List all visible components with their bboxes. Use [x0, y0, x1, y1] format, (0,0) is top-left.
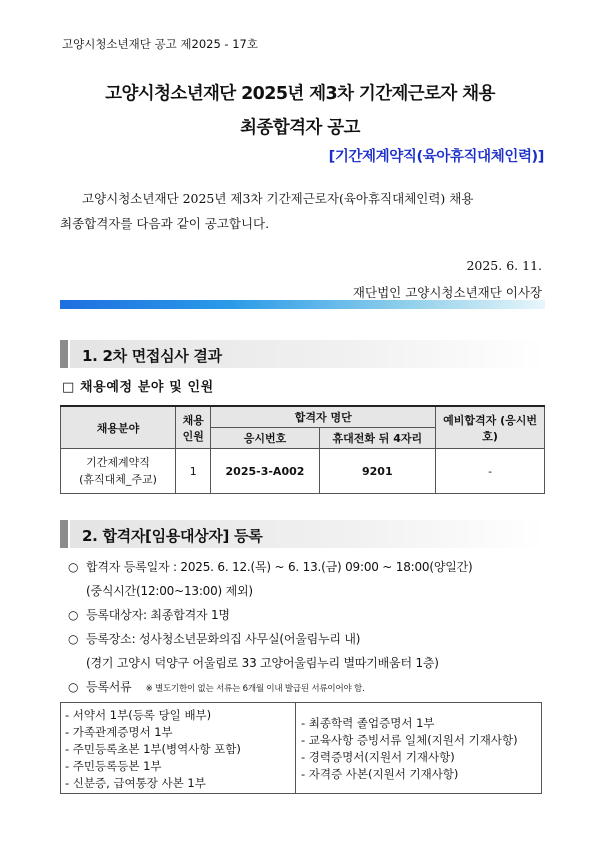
header-reserve: 예비합격자 (응시번호): [436, 406, 545, 449]
divider-bar: [60, 300, 545, 309]
reg-target-text: 등록대상자: 최종합격자 1명: [86, 608, 230, 622]
table-row: [61, 449, 545, 494]
list-item: - 가족관계증명서 1부: [65, 725, 173, 739]
list-item: - 자격증 사본(지원서 기재사항): [301, 767, 459, 781]
reg-docs-text: 등록서류: [86, 680, 132, 694]
header-count: 채용 인원: [176, 406, 211, 449]
list-item: [68, 558, 473, 575]
reg-address-text: (경기 고양시 덕양구 어울림로 33 고양어울림누리 별따기배움터 1층): [86, 656, 439, 670]
notice-number: 고양시청소년재단 공고 제2025 - 17호: [62, 37, 258, 51]
section1-header: [60, 340, 545, 368]
section2-marker: [60, 520, 68, 548]
reg-place-text: 등록장소: 성사청소년문화의집 사무실(어울림누리 내): [86, 632, 361, 646]
cell-field-line1: 기간제계약직: [86, 456, 150, 469]
lunch-time-text: (중식시간(12:00~13:00) 제외): [86, 584, 253, 598]
section1-marker: [60, 340, 68, 368]
documents-divider: [295, 703, 296, 793]
bullet-circle: ○: [68, 608, 79, 622]
bullet-circle: ○: [68, 680, 79, 694]
reg-date-text: 합격자 등록일자 : 2025. 6. 12.(목) ~ 6. 13.(금) 09:00 ~ 18:00(양일간): [86, 560, 473, 574]
list-item: [68, 582, 253, 599]
list-item: [68, 606, 230, 623]
section2-header: [60, 520, 545, 548]
section1-subheading: □ 채용예정 분야 및 인원: [62, 380, 214, 395]
list-item: - 최종학력 졸업증명서 1부: [301, 716, 435, 730]
list-item: - 서약서 1부(등록 당일 배부): [65, 708, 212, 722]
list-item: - 교육사항 증빙서류 일체(지원서 기재사항): [301, 733, 518, 747]
section1-title: 1. 2차 면접심사 결과: [82, 347, 222, 365]
header-list: 합격자 명단: [211, 406, 436, 428]
header-phone: 휴대전화 뒤 4자리: [319, 428, 436, 449]
signer: 재단법인 고양시청소년재단 이사장: [352, 285, 542, 300]
reg-docs-note: ※ 별도기한이 없는 서류는 6개월 이내 발급된 서류이어야 함.: [145, 684, 365, 694]
intro-paragraph: [60, 186, 550, 236]
cell-phone: 9201: [319, 449, 436, 494]
header-exam-no: 응시번호: [211, 428, 319, 449]
notice-date: 2025. 6. 11.: [466, 258, 542, 273]
page-subtitle: [기간제계약직(육아휴직대체인력)]: [328, 149, 544, 165]
documents-left-column: [65, 707, 241, 792]
cell-field-line2: (휴직대체_주교): [79, 473, 157, 486]
section2-title: 2. 합격자[임용대상자] 등록: [82, 527, 263, 545]
header-field: 채용분야: [61, 406, 176, 449]
list-item: [68, 654, 439, 671]
documents-box: [60, 702, 542, 794]
cell-exam-no: 2025-3-A002: [211, 449, 319, 494]
list-item: - 경력증명서(지원서 기재사항): [301, 750, 455, 764]
list-item: - 신분증, 급여통장 사본 1부: [65, 776, 206, 790]
intro-line1: 고양시청소년재단 2025년 제3차 기간제근로자(육아휴직대체인력) 채용: [82, 191, 474, 206]
intro-line2: 최종합격자를 다음과 같이 공고합니다.: [60, 216, 270, 231]
bullet-circle: ○: [68, 632, 79, 646]
cell-field: [61, 449, 176, 494]
cell-count: 1: [176, 449, 211, 494]
list-item: - 주민등록등본 1부: [65, 759, 162, 773]
result-table: [60, 405, 545, 494]
page-title: 고양시청소년재단 2025년 제3차 기간제근로자 채용: [105, 84, 495, 104]
documents-right-column: [301, 715, 518, 783]
list-item: [68, 630, 360, 647]
page-title-line2: 최종합격자 공고: [240, 118, 360, 138]
list-item: - 주민등록초본 1부(병역사항 포함): [65, 742, 241, 756]
cell-reserve: -: [436, 449, 545, 494]
list-item: [68, 678, 364, 695]
bullet-circle: ○: [68, 560, 79, 574]
